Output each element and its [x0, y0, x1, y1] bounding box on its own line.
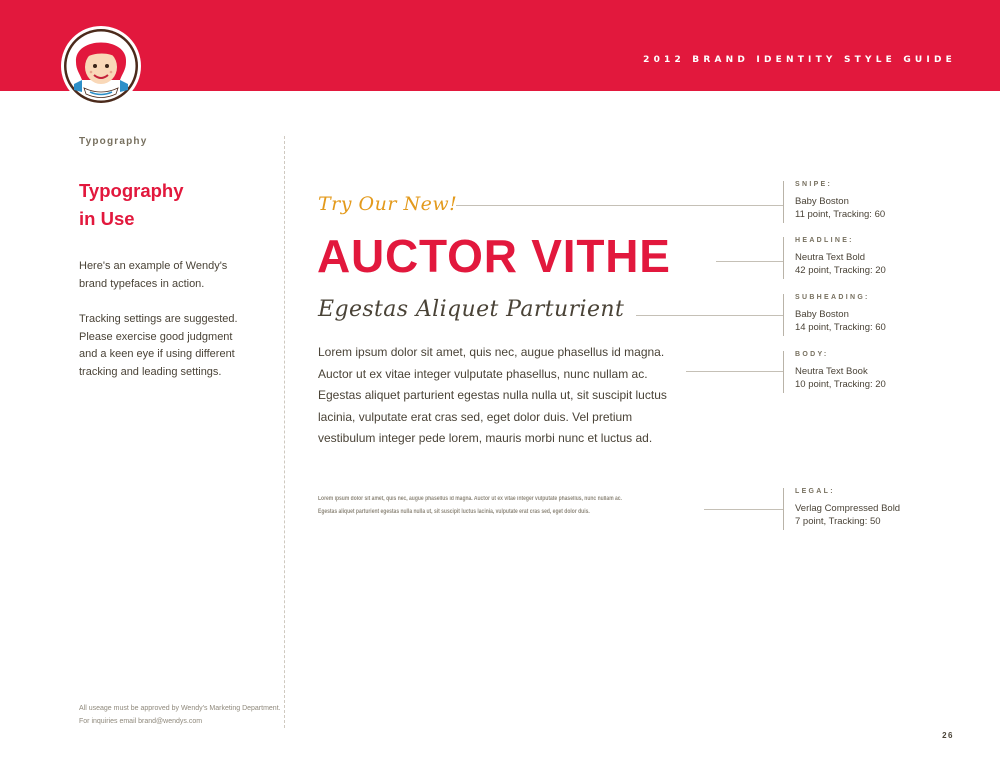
footnote-line: All useage must be approved by Wendy's Marketing Department. [79, 705, 281, 712]
body-leader-line [686, 371, 783, 372]
wendys-logo [60, 22, 142, 110]
footnote-line: For inquiries email brand@wendys.com [79, 718, 203, 725]
spec-body [795, 351, 955, 391]
spec-bracket [783, 351, 784, 393]
body-line: Lorem ipsum dolor sit amet, quis nec, augue phasellus id magna. [318, 345, 665, 359]
snipe-sample: Try Our New! [318, 193, 458, 215]
spec-headline [795, 237, 955, 277]
subheading-leader-line [636, 315, 783, 316]
guidance-line: Please exercise good judgment [79, 330, 233, 343]
spec-detail: 14 point, Tracking: 60 [795, 322, 886, 333]
spec-bracket [783, 488, 784, 530]
spec-font: Baby Boston [795, 196, 849, 207]
spec-bracket [783, 181, 784, 223]
spec-label: HEADLINE: [795, 237, 854, 244]
spec-label: LEGAL: [795, 488, 835, 495]
headline-leader-line [716, 261, 783, 262]
spec-detail: 42 point, Tracking: 20 [795, 265, 886, 276]
page-heading [79, 177, 259, 233]
heading-line: in Use [79, 208, 135, 229]
snipe-leader-line [456, 205, 783, 206]
guidance-paragraph [79, 311, 269, 381]
headline-sample: AUCTOR VITHE [317, 230, 671, 282]
spec-detail: 7 point, Tracking: 50 [795, 516, 881, 527]
legal-line: Lorem ipsum dolor sit amet, quis nec, augue phasellus id magna. Auctor ut ex vitae integer vulputate phasellus, nunc nullam ac. [318, 496, 622, 502]
document-title: 2012 BRAND IDENTITY STYLE GUIDE [643, 55, 956, 65]
spec-font: Neutra Text Book [795, 366, 868, 377]
header-bar [0, 0, 1000, 91]
body-sample [318, 342, 667, 450]
spec-snipe [795, 181, 955, 221]
spec-font: Verlag Compressed Bold [795, 503, 901, 514]
guidance-line: Tracking settings are suggested. [79, 313, 238, 325]
legal-sample [318, 493, 622, 518]
intro-paragraph [79, 258, 269, 293]
spec-label: SNIPE: [795, 181, 833, 188]
body-line: Auctor ut ex vitae integer vulputate phasellus, nunc nullam ac. [318, 366, 648, 381]
spec-font: Neutra Text Bold [795, 252, 866, 263]
spec-bracket [783, 237, 784, 279]
spec-label: SUBHEADING: [795, 294, 870, 301]
heading-line: Typography [79, 180, 184, 201]
column-divider [284, 136, 285, 728]
spec-subheading [795, 294, 955, 334]
spec-legal [795, 488, 955, 528]
spec-bracket [783, 294, 784, 336]
guidance-line: tracking and leading settings. [79, 365, 222, 378]
intro-line: Here's an example of Wendy's [79, 260, 228, 272]
spec-font: Baby Boston [795, 309, 849, 320]
usage-footnote [79, 702, 281, 728]
body-line: lacinia, vulputate erat cras sed, eget dolor duis. Vel pretium [318, 409, 633, 424]
spec-detail: 11 point, Tracking: 60 [795, 209, 886, 220]
section-tag: Typography [79, 136, 148, 147]
body-line: Egestas aliquet parturient egestas nulla nulla ut, sit suscipit luctus [318, 388, 667, 402]
legal-line: Egestas aliquet parturient egestas nulla nulla ut, sit suscipit luctus lacinia, vulputate erat cras sed, eget dolor duis. [318, 508, 590, 515]
legal-leader-line [704, 509, 783, 510]
spec-detail: 10 point, Tracking: 20 [795, 379, 886, 390]
guidance-line: and a keen eye if using different [79, 348, 235, 360]
spec-label: BODY: [795, 351, 829, 358]
intro-line: brand typefaces in action. [79, 277, 205, 290]
subheading-sample: Egestas Aliquet Parturient [318, 297, 625, 322]
body-line: vestibulum integer pede lorem, mauris morbi nunc et luctus ad. [318, 431, 653, 445]
page-number: 26 [942, 731, 954, 740]
